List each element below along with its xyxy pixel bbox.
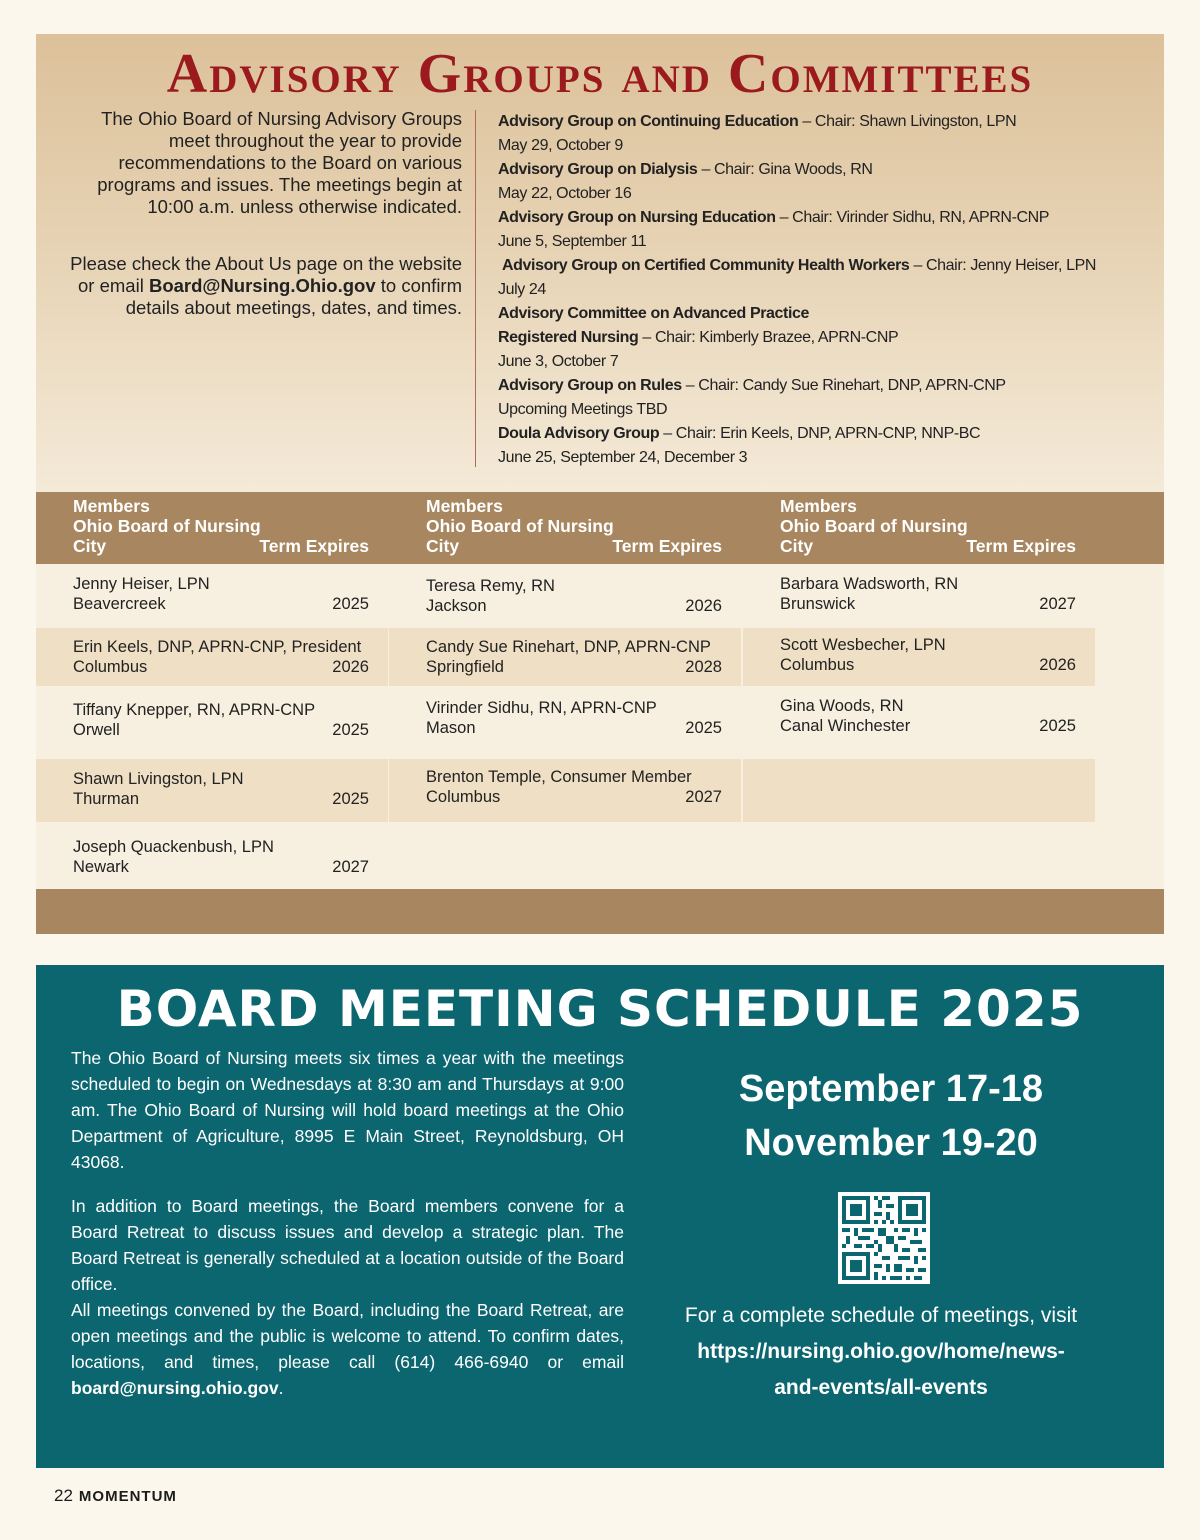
- meeting-date-2: November 19-20: [744, 1122, 1038, 1164]
- member-row: [389, 686, 741, 759]
- member-term: 2025: [332, 790, 369, 808]
- header-members: Members: [780, 496, 857, 516]
- board-meeting-section: [36, 965, 1164, 1468]
- group-dates: July 24: [498, 281, 546, 298]
- open-meetings-text-end: .: [278, 1378, 284, 1398]
- member-name: Jenny Heiser, LPN: [73, 575, 210, 593]
- member-name: Virinder Sidhu, RN, APRN-CNP: [426, 699, 657, 717]
- contact-text-end: to confirm details about meetings, dates, and times.: [125, 275, 462, 318]
- header-term-expires: Term Expires: [259, 536, 369, 556]
- group-name: Advisory Group on Continuing Education: [498, 113, 799, 130]
- group-name: Advisory Group on Certified Community Health Workers: [502, 257, 910, 274]
- member-name: Joseph Quackenbush, LPN: [73, 838, 274, 856]
- member-row: [36, 628, 388, 686]
- qr-code-icon[interactable]: [838, 1192, 930, 1284]
- group-dates: May 22, October 16: [498, 185, 632, 202]
- members-footer-band: [36, 889, 1164, 934]
- member-row-empty: [743, 759, 1095, 822]
- members-column-2: [389, 492, 741, 889]
- member-name: Erin Keels, DNP, APRN-CNP, President: [73, 638, 362, 656]
- advisory-contact-paragraph: [56, 253, 462, 319]
- group-name: Doula Advisory Group: [498, 425, 660, 442]
- member-city: Beavercreek: [73, 595, 166, 613]
- member-row: [36, 686, 388, 759]
- member-city: Mason: [426, 719, 476, 737]
- header-board: Ohio Board of Nursing: [73, 516, 261, 536]
- member-name: Candy Sue Rinehart, DNP, APRN-CNP: [426, 638, 711, 656]
- open-meetings-paragraph: [71, 1297, 624, 1401]
- group-line: [498, 254, 1158, 278]
- group-dates: June 3, October 7: [498, 353, 619, 370]
- member-row: [389, 759, 741, 822]
- group-chair: – Chair: Jenny Heiser, LPN: [909, 257, 1097, 274]
- vertical-divider: [475, 110, 476, 467]
- group-name: Advisory Committee on Advanced Practice: [498, 305, 810, 322]
- member-row: [743, 628, 1095, 686]
- member-city: Canal Winchester: [780, 717, 911, 735]
- member-name: Tiffany Knepper, RN, APRN-CNP: [73, 701, 316, 719]
- member-row: [36, 564, 388, 628]
- member-name: Barbara Wadsworth, RN: [780, 575, 959, 593]
- page-footer: [54, 1486, 177, 1507]
- member-name: Scott Wesbecher, LPN: [780, 636, 946, 654]
- page-number: 22: [54, 1486, 73, 1505]
- header-members: Members: [73, 496, 150, 516]
- advisory-intro-paragraph: The Ohio Board of Nursing Advisory Groups meet throughout the year to provide recommendations to the Board on various programs and issues. The meetings begin at 10:00 a.m. unless otherwise indicated.: [97, 108, 462, 217]
- members-column-1: [36, 492, 388, 889]
- magazine-name: MOMENTUM: [78, 1488, 177, 1505]
- member-city: Thurman: [73, 790, 140, 808]
- member-term: 2028: [685, 658, 722, 676]
- group-line: [498, 326, 1158, 350]
- member-term: 2025: [685, 719, 722, 737]
- member-row-empty: [743, 822, 1095, 889]
- meeting-info-paragraph: The Ohio Board of Nursing meets six times a year with the meetings scheduled to begin on Wednesdays at 8:30 am and Thursdays at 9:00 am. The Ohio Board of Nursing will hold board meetings at the Ohio Department of Agriculture, 8995 E Main Street, Reynoldsburg, OH 43068.: [71, 1048, 624, 1172]
- member-row: [36, 822, 388, 889]
- board-meeting-description: [71, 1045, 624, 1401]
- qr-code-graphic: [838, 1192, 930, 1284]
- member-term: 2025: [1039, 717, 1076, 735]
- url-line-2: and-events/all-events: [774, 1376, 988, 1399]
- member-name: Brenton Temple, Consumer Member: [426, 768, 692, 786]
- group-line: [498, 158, 1158, 182]
- group-line: [498, 422, 1158, 446]
- member-term: 2025: [332, 595, 369, 613]
- member-name: Shawn Livingston, LPN: [73, 770, 244, 788]
- contact-text: Please check the About Us page on the website or email: [70, 253, 462, 296]
- member-row: [389, 628, 741, 686]
- schedule-url-link[interactable]: [646, 1334, 1116, 1406]
- header-members: Members: [426, 496, 503, 516]
- url-line-1: https://nursing.ohio.gov/home/news-: [697, 1340, 1065, 1363]
- advisory-intro: [56, 108, 462, 319]
- member-row-empty: [389, 822, 741, 889]
- group-dates: June 5, September 11: [498, 233, 647, 250]
- member-term: 2026: [332, 658, 369, 676]
- group-chair: – Chair: Gina Woods, RN: [697, 161, 873, 178]
- header-city: City: [73, 536, 107, 556]
- group-dates: June 25, September 24, December 3: [498, 449, 748, 466]
- member-term: 2025: [332, 721, 369, 739]
- member-city: Brunswick: [780, 595, 856, 613]
- member-city: Newark: [73, 858, 129, 876]
- header-term-expires: Term Expires: [966, 536, 1076, 556]
- header-city: City: [426, 536, 460, 556]
- open-meetings-text: All meetings convened by the Board, including the Board Retreat, are open meetings and the public is welcome to attend. To confirm dates, locations, and times, please call (614) 466-6940 or email: [71, 1300, 624, 1372]
- group-name: Advisory Group on Nursing Education: [498, 209, 776, 226]
- board-email-link[interactable]: board@nursing.ohio.gov: [71, 1378, 279, 1398]
- group-chair: – Chair: Shawn Livingston, LPN: [798, 113, 1017, 130]
- group-chair: – Chair: Erin Keels, DNP, APRN-CNP, NNP-BC: [659, 425, 981, 442]
- member-row: [743, 564, 1095, 628]
- header-city: City: [780, 536, 814, 556]
- member-city: Jackson: [426, 597, 487, 615]
- meeting-date-1: September 17-18: [738, 1068, 1044, 1110]
- member-city: Columbus: [73, 658, 148, 676]
- header-board: Ohio Board of Nursing: [426, 516, 614, 536]
- advisory-email-link[interactable]: Board@Nursing.Ohio.gov: [148, 275, 376, 296]
- schedule-visit-text: For a complete schedule of meetings, visit: [684, 1304, 1078, 1327]
- group-name: Advisory Group on Rules: [498, 377, 682, 394]
- member-name: Teresa Remy, RN: [426, 577, 555, 595]
- group-name-continued: Registered Nursing: [498, 329, 639, 346]
- member-name: Gina Woods, RN: [780, 697, 904, 715]
- board-meeting-title: BOARD MEETING SCHEDULE 2025: [116, 980, 1084, 1038]
- group-line: [498, 374, 1158, 398]
- group-dates: Upcoming Meetings TBD: [498, 401, 668, 418]
- group-chair: – Chair: Virinder Sidhu, RN, APRN-CNP: [775, 209, 1050, 226]
- header-term-expires: Term Expires: [612, 536, 722, 556]
- member-term: 2026: [685, 597, 722, 615]
- members-column-header: [36, 492, 388, 564]
- member-term: 2026: [1039, 656, 1076, 674]
- member-city: Columbus: [426, 788, 501, 806]
- retreat-paragraph: In addition to Board meetings, the Board members convene for a Board Retreat to discuss issues and develop a strategic plan. The Board Retreat is generally scheduled at a location outside of the Board office.: [71, 1196, 624, 1294]
- group-chair: – Chair: Kimberly Brazee, APRN-CNP: [638, 329, 899, 346]
- advisory-title: Advisory Groups and Committees: [166, 43, 1034, 105]
- member-term: 2027: [685, 788, 722, 806]
- group-line: [498, 110, 1158, 134]
- upcoming-dates: [656, 1062, 1126, 1170]
- member-row: [36, 759, 388, 822]
- member-row: [743, 686, 1095, 759]
- group-line: [498, 206, 1158, 230]
- advisory-header-panel: [36, 34, 1164, 492]
- member-term: 2027: [1039, 595, 1076, 613]
- member-city: Orwell: [73, 721, 120, 739]
- group-name: Advisory Group on Dialysis: [498, 161, 698, 178]
- group-dates: May 29, October 9: [498, 137, 623, 154]
- advisory-groups-list: [498, 110, 1158, 470]
- group-line: [498, 302, 1158, 326]
- member-row: [389, 564, 741, 628]
- members-column-3: [743, 492, 1095, 889]
- group-chair: – Chair: Candy Sue Rinehart, DNP, APRN-CNP: [681, 377, 1006, 394]
- advisory-section: [36, 34, 1164, 934]
- header-board: Ohio Board of Nursing: [780, 516, 968, 536]
- member-term: 2027: [332, 858, 369, 876]
- member-city: Columbus: [780, 656, 855, 674]
- members-column-header: [743, 492, 1095, 564]
- members-column-header: [389, 492, 741, 564]
- member-city: Springfield: [426, 658, 504, 676]
